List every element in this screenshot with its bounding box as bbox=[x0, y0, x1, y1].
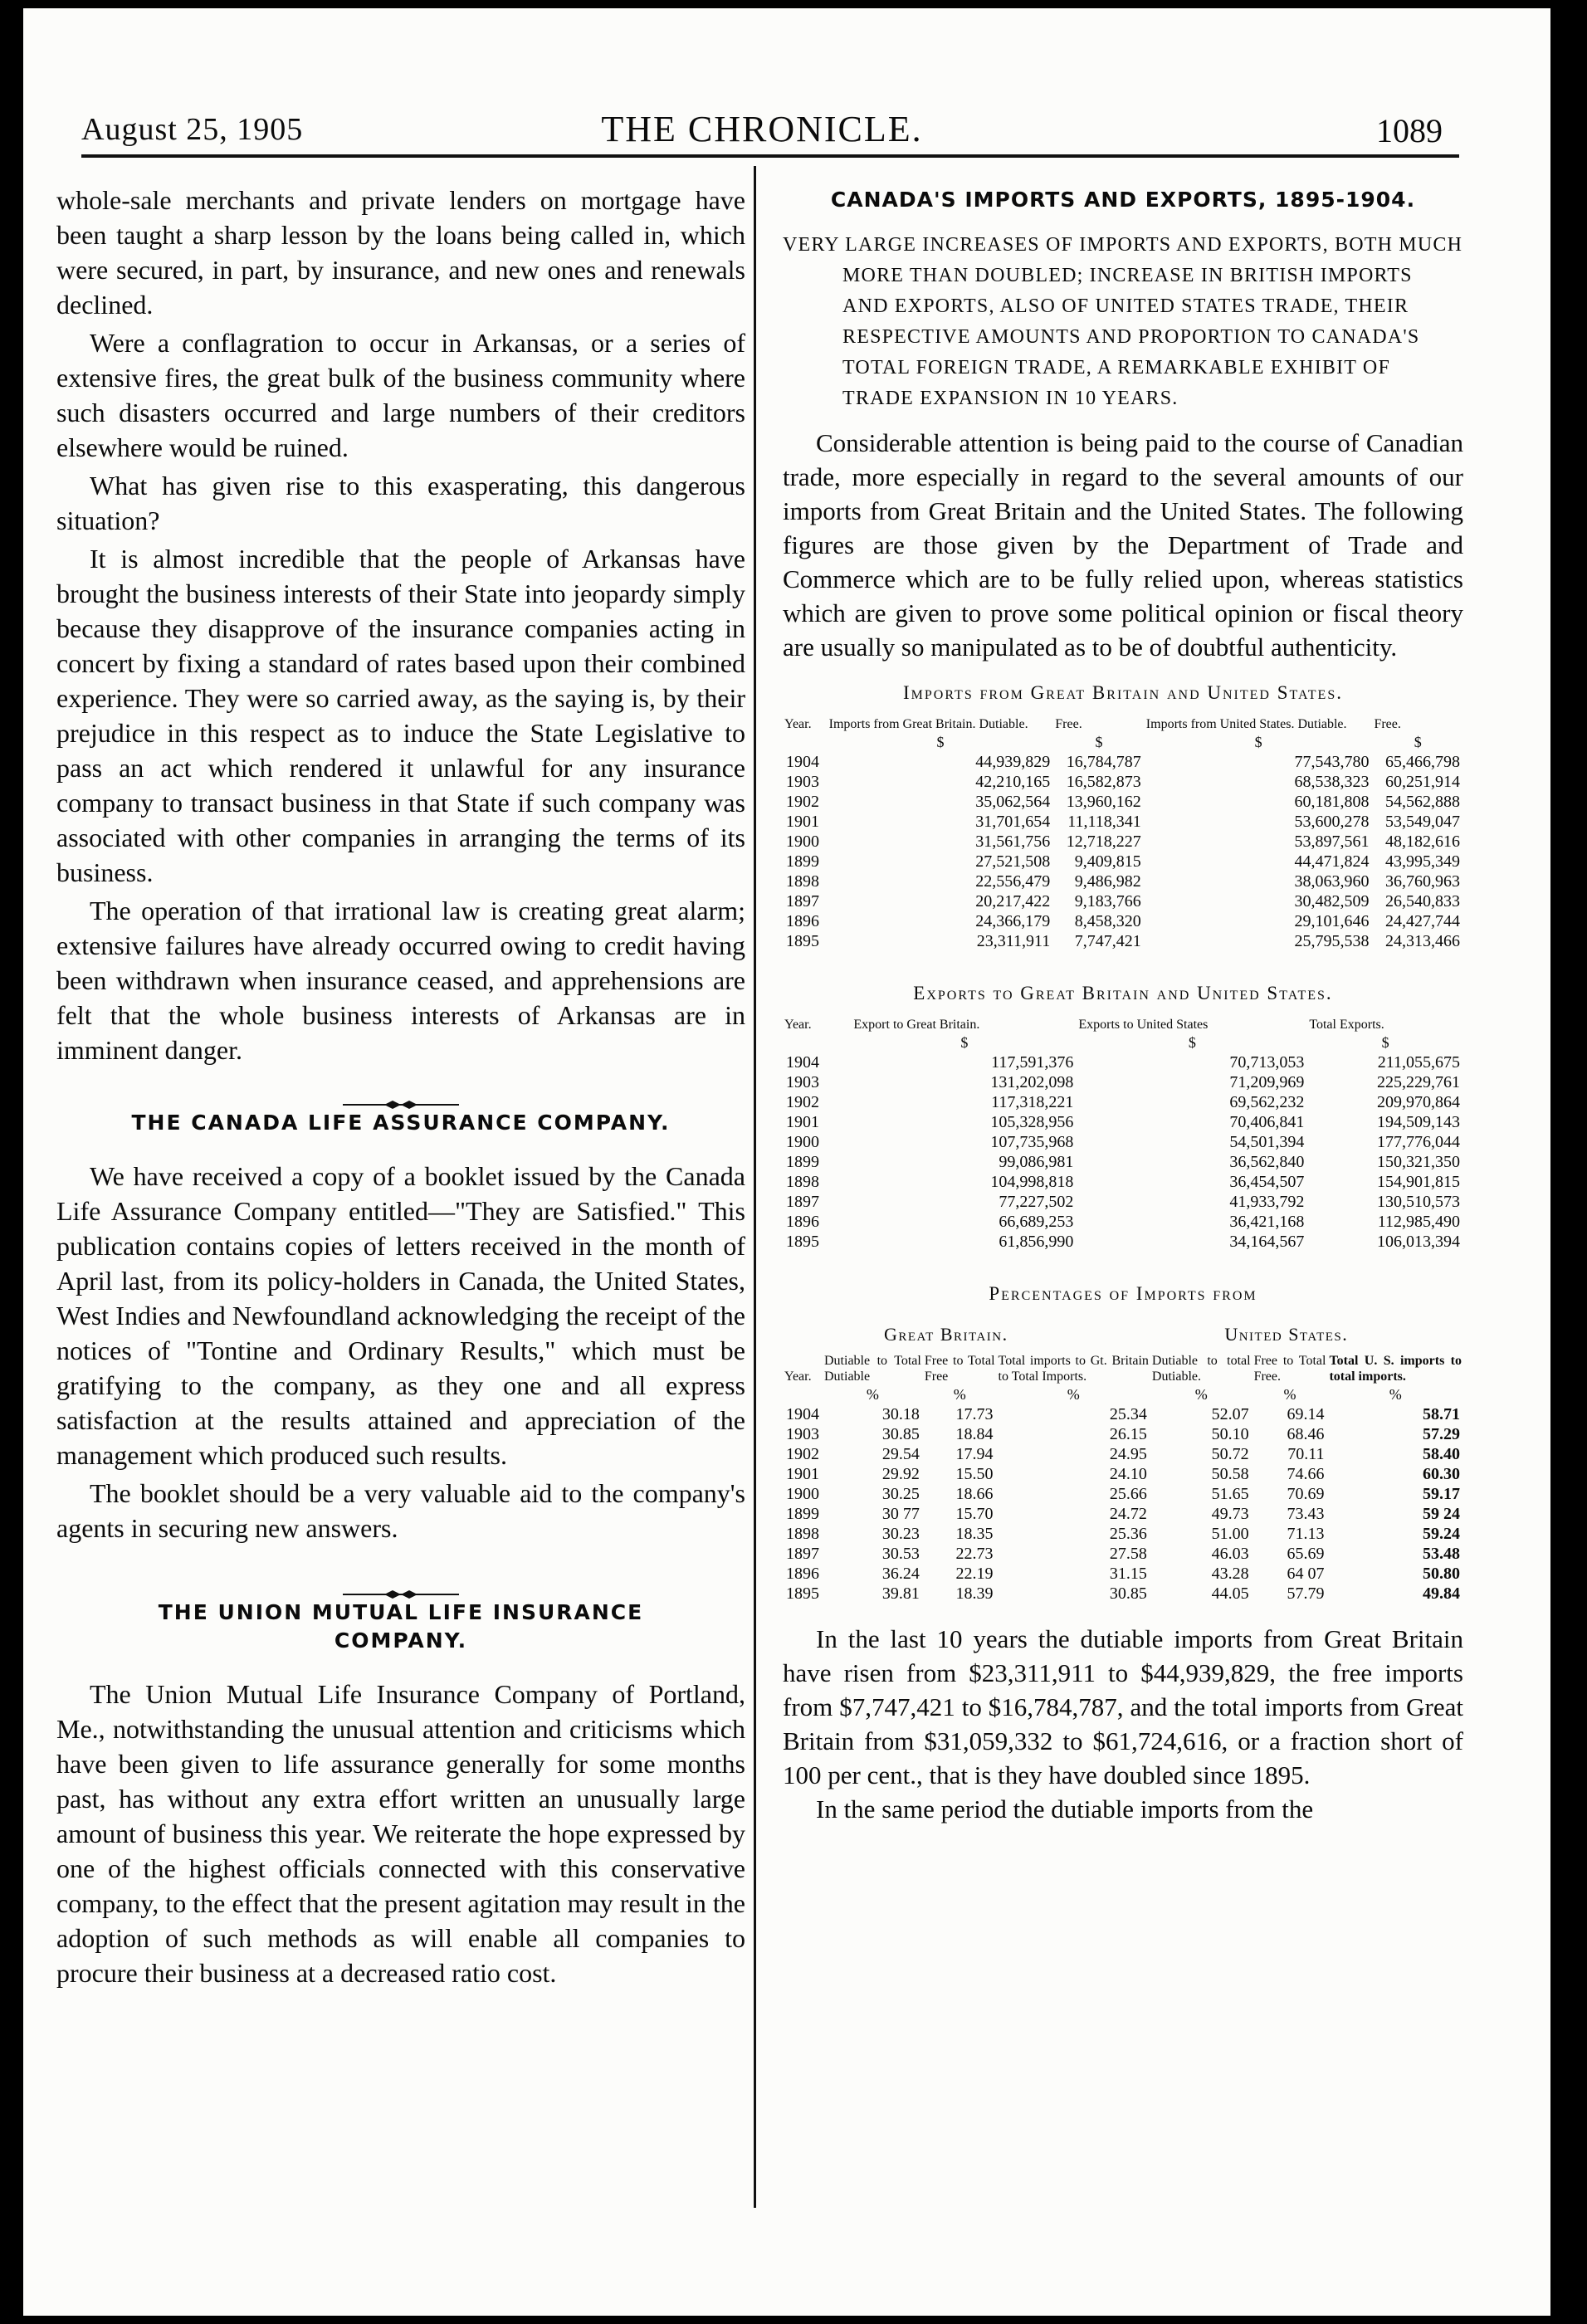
year-cell: 1896 bbox=[786, 1565, 819, 1583]
value-cell: 22.19 bbox=[955, 1565, 994, 1583]
value-cell: 73.43 bbox=[1287, 1505, 1325, 1523]
unit-row bbox=[783, 1384, 1463, 1404]
table-caption-percentages: Percentages of Imports from bbox=[989, 1283, 1257, 1304]
table-row bbox=[783, 872, 1463, 891]
value-cell: 9,409,815 bbox=[1074, 852, 1141, 871]
left-column bbox=[56, 183, 745, 1994]
table-row bbox=[783, 1232, 1463, 1252]
value-cell: 24.95 bbox=[1109, 1445, 1147, 1463]
unit-cell: % bbox=[866, 1386, 879, 1403]
unit-cell: $ bbox=[1188, 1034, 1196, 1051]
header-rule bbox=[81, 154, 1459, 158]
table-row bbox=[783, 1132, 1463, 1152]
paragraph: The operation of that irrational law is creating great alarm; extensive failures have already occurred owing to credit having been withdrawn when insurance ceased, and apprehensions are felt that the whole business interests of Arkansas are in imminent danger. bbox=[56, 896, 745, 1065]
table-row bbox=[783, 1092, 1463, 1112]
value-cell: 48,182,616 bbox=[1385, 832, 1460, 851]
paragraph: What has given rise to this exasperating, this dangerous situation? bbox=[56, 471, 745, 535]
value-cell: 30.18 bbox=[881, 1405, 920, 1423]
value-cell: 30,482,509 bbox=[1294, 892, 1370, 911]
table-row bbox=[783, 911, 1463, 931]
empty-cell bbox=[783, 732, 828, 752]
table-row bbox=[783, 1152, 1463, 1172]
year-cell: 1899 bbox=[786, 1153, 819, 1171]
value-cell: 30.23 bbox=[881, 1525, 920, 1543]
column-header: Total Exports. bbox=[1309, 1018, 1384, 1032]
table-row bbox=[783, 931, 1463, 951]
value-cell: 9,486,982 bbox=[1074, 872, 1141, 891]
value-cell: 52.07 bbox=[1211, 1405, 1249, 1423]
unit-cell: % bbox=[953, 1386, 966, 1403]
value-cell: 16,784,787 bbox=[1066, 753, 1141, 771]
table-row bbox=[783, 891, 1463, 911]
year-cell: 1902 bbox=[786, 793, 819, 811]
year-cell: 1903 bbox=[786, 1073, 819, 1091]
value-cell: 53,549,047 bbox=[1385, 813, 1460, 831]
table-row bbox=[783, 792, 1463, 812]
value-cell: 36,562,840 bbox=[1229, 1153, 1305, 1171]
column-divider bbox=[754, 166, 756, 2208]
value-cell: 131,202,098 bbox=[990, 1073, 1074, 1091]
year-cell: 1895 bbox=[786, 1584, 819, 1603]
paragraph: The booklet should be a very valuable aid to the company's agents in securing new answers. bbox=[56, 1478, 745, 1543]
year-cell: 1904 bbox=[786, 753, 819, 771]
value-cell: 50.10 bbox=[1211, 1425, 1249, 1443]
value-cell: 18.39 bbox=[955, 1584, 994, 1603]
value-cell: 117,591,376 bbox=[991, 1053, 1074, 1072]
issue-date: August 25, 1905 bbox=[81, 112, 304, 147]
right-column bbox=[783, 183, 1463, 1826]
value-cell: 25.34 bbox=[1109, 1405, 1147, 1423]
value-cell: 31,561,756 bbox=[975, 832, 1051, 851]
value-cell: 35,062,564 bbox=[975, 793, 1051, 811]
column-header: Free to Total Free. bbox=[1253, 1354, 1326, 1384]
value-cell: 53,600,278 bbox=[1294, 813, 1370, 831]
value-cell: 17.94 bbox=[955, 1445, 994, 1463]
year-cell: 1896 bbox=[786, 912, 819, 930]
year-cell: 1901 bbox=[786, 1113, 819, 1131]
percentages-group-headings bbox=[783, 1317, 1463, 1351]
value-cell: 43.28 bbox=[1211, 1565, 1249, 1583]
year-cell: 1902 bbox=[786, 1093, 819, 1111]
value-cell: 54,501,394 bbox=[1229, 1133, 1305, 1151]
group-heading-united-states: United States. bbox=[1224, 1324, 1349, 1345]
value-cell: 57.79 bbox=[1287, 1584, 1325, 1603]
article-title: CANADA'S IMPORTS AND EXPORTS, 1895-1904. bbox=[830, 188, 1416, 212]
table-row bbox=[783, 1524, 1463, 1544]
value-cell: 77,227,502 bbox=[999, 1193, 1074, 1211]
masthead-title: THE CHRONICLE. bbox=[601, 109, 923, 149]
year-cell: 1904 bbox=[786, 1405, 819, 1423]
value-cell: 16,582,873 bbox=[1066, 773, 1141, 791]
value-cell: 70,713,053 bbox=[1229, 1053, 1305, 1072]
column-header: Imports from United States. Dutiable. bbox=[1145, 717, 1347, 731]
value-cell: 106,013,394 bbox=[1377, 1233, 1460, 1251]
value-cell: 29.92 bbox=[881, 1465, 920, 1483]
value-cell: 22.73 bbox=[955, 1545, 994, 1563]
paragraph: In the same period the dutiable imports from the bbox=[816, 1794, 1314, 1824]
unit-cell: $ bbox=[960, 1034, 969, 1051]
table-row bbox=[783, 1172, 1463, 1192]
year-cell: 1897 bbox=[786, 1193, 819, 1211]
value-cell: 65,466,798 bbox=[1385, 753, 1460, 771]
value-cell: 60,181,808 bbox=[1294, 793, 1370, 811]
year-cell: 1902 bbox=[786, 1445, 819, 1463]
column-header: Exports to United States bbox=[1078, 1018, 1209, 1032]
value-cell: 51.65 bbox=[1211, 1485, 1249, 1503]
ornament-divider bbox=[56, 1084, 745, 1101]
value-cell: 65.69 bbox=[1287, 1545, 1325, 1563]
value-cell: 30 77 bbox=[881, 1505, 920, 1523]
value-cell: 70.69 bbox=[1287, 1485, 1325, 1503]
table-row bbox=[783, 1424, 1463, 1444]
table-row bbox=[783, 1464, 1463, 1484]
value-cell: 31,701,654 bbox=[975, 813, 1051, 831]
value-cell: 36,421,168 bbox=[1229, 1213, 1305, 1231]
year-cell: 1903 bbox=[786, 773, 819, 791]
value-cell: 70.11 bbox=[1287, 1445, 1325, 1463]
value-cell: 27,521,508 bbox=[975, 852, 1051, 871]
column-header: Total imports to Gt. Britain to Total Imports. bbox=[998, 1354, 1149, 1384]
value-cell: 7,747,421 bbox=[1074, 932, 1141, 950]
table-row bbox=[783, 852, 1463, 872]
value-cell: 15.50 bbox=[955, 1465, 994, 1483]
exports-table bbox=[783, 1017, 1463, 1252]
unit-cell: $ bbox=[1381, 1034, 1389, 1051]
value-cell: 64 07 bbox=[1287, 1565, 1325, 1583]
ornament-divider bbox=[56, 1574, 745, 1590]
unit-cell: $ bbox=[1095, 734, 1103, 750]
table-row bbox=[783, 1544, 1463, 1564]
unit-cell: $ bbox=[1414, 734, 1422, 750]
column-header: Year. bbox=[784, 1018, 812, 1032]
value-cell: 99,086,981 bbox=[999, 1153, 1074, 1171]
unit-cell: % bbox=[1283, 1386, 1296, 1403]
value-cell: 130,510,573 bbox=[1377, 1193, 1460, 1211]
value-cell: 112,985,490 bbox=[1377, 1213, 1460, 1231]
value-cell: 34,164,567 bbox=[1229, 1233, 1305, 1251]
year-cell: 1901 bbox=[786, 813, 819, 831]
value-cell: 60.30 bbox=[1423, 1465, 1460, 1483]
value-cell: 20,217,422 bbox=[975, 892, 1051, 911]
value-cell: 27.58 bbox=[1109, 1545, 1147, 1563]
section-heading: THE CANADA LIFE ASSURANCE COMPANY. bbox=[131, 1111, 671, 1135]
column-header: Free. bbox=[1374, 717, 1401, 731]
value-cell: 59 24 bbox=[1423, 1505, 1460, 1523]
value-cell: 71,209,969 bbox=[1229, 1073, 1305, 1091]
unit-cell: % bbox=[1067, 1386, 1080, 1403]
empty-cell bbox=[783, 1384, 823, 1404]
value-cell: 150,321,350 bbox=[1377, 1153, 1460, 1171]
unit-cell: % bbox=[1194, 1386, 1208, 1403]
year-cell: 1898 bbox=[786, 1173, 819, 1191]
year-cell: 1900 bbox=[786, 832, 819, 851]
imports-table bbox=[783, 716, 1463, 951]
value-cell: 68,538,323 bbox=[1294, 773, 1370, 791]
value-cell: 58.40 bbox=[1423, 1445, 1460, 1463]
article-deck: VERY LARGE INCREASES OF IMPORTS AND EXPORTS, BOTH MUCH MORE THAN DOUBLED; INCREASE IN BRITISH IMPORTS AND EXPORTS, ALSO OF UNITED STATES TRADE, THEIR RESPECTIVE AMOUNTS AND PROPORTION TO CANADA'S TOTAL FOREIGN TRADE, A REMARKABLE EXHIBIT OF TRADE EXPANSION IN 10 YEARS. bbox=[783, 234, 1463, 409]
value-cell: 41,933,792 bbox=[1229, 1193, 1305, 1211]
year-cell: 1903 bbox=[786, 1425, 819, 1443]
year-cell: 1898 bbox=[786, 1525, 819, 1543]
table-row bbox=[783, 1072, 1463, 1092]
page-number: 1089 bbox=[1376, 112, 1443, 149]
year-cell: 1897 bbox=[786, 892, 819, 911]
value-cell: 18.35 bbox=[955, 1525, 994, 1543]
table-row bbox=[783, 1584, 1463, 1604]
value-cell: 29.54 bbox=[881, 1445, 920, 1463]
value-cell: 60,251,914 bbox=[1385, 773, 1460, 791]
year-cell: 1899 bbox=[786, 1505, 819, 1523]
value-cell: 30.85 bbox=[881, 1425, 920, 1443]
column-header: Year. bbox=[784, 1370, 812, 1384]
paragraph: Considerable attention is being paid to the course of Canadian trade, more especially in regard to the several amounts of our imports from Great Britain and the United States. The following figures are those given by the Department of Trade and Commerce which are to be fully relied upon, whereas statistics which are given to prove some political opinion or fiscal theory are usually so manipulated as to be of doubtful authenticity. bbox=[783, 428, 1463, 662]
value-cell: 44,939,829 bbox=[975, 753, 1051, 771]
value-cell: 24,427,744 bbox=[1385, 912, 1460, 930]
value-cell: 70,406,841 bbox=[1229, 1113, 1305, 1131]
value-cell: 59.24 bbox=[1423, 1525, 1460, 1543]
value-cell: 194,509,143 bbox=[1377, 1113, 1460, 1131]
percentages-table bbox=[783, 1353, 1463, 1604]
column-header: Dutiable to Total Dutiable bbox=[824, 1354, 921, 1384]
unit-cell: $ bbox=[1254, 734, 1262, 750]
table-row bbox=[783, 1212, 1463, 1232]
value-cell: 30.53 bbox=[881, 1545, 920, 1563]
table-row bbox=[783, 1404, 1463, 1424]
table-row bbox=[783, 1112, 1463, 1132]
value-cell: 57.29 bbox=[1423, 1425, 1460, 1443]
paragraph: In the last 10 years the dutiable imports from Great Britain have risen from $23,311,911 to $44,939,829, the free imports from $7,747,421 to $16,784,787, and the total imports from Great Britain from $31,059,332 to $61,724,616, or a fraction short of 100 per cent., that is they have doubled since 1895. bbox=[783, 1624, 1463, 1789]
table-row bbox=[783, 1504, 1463, 1524]
value-cell: 23,311,911 bbox=[976, 932, 1051, 950]
value-cell: 31.15 bbox=[1109, 1565, 1147, 1583]
year-cell: 1900 bbox=[786, 1485, 819, 1503]
table-row bbox=[783, 1192, 1463, 1212]
value-cell: 24,313,466 bbox=[1385, 932, 1460, 950]
table-row bbox=[783, 772, 1463, 792]
value-cell: 51.00 bbox=[1211, 1525, 1249, 1543]
paragraph: It is almost incredible that the people of Arkansas have brought the business interests of their State into jeopardy simply because they disapprove of the insurance companies acting in concert by fixing a standard of rates based upon their combined experience. They were so carried away, as the saying is, by their prejudice in this respect as to induce the State Legislative to pass an act which rendered it unlawful for any insurance company to transact business in that State if such company was associated with other companies in arranging the terms of its business. bbox=[56, 544, 745, 887]
paragraph: whole-sale merchants and private lenders on mortgage have been taught a sharp lesson by the loans being called in, which were secured, in part, by insurance, and new ones and renewals declined. bbox=[56, 185, 745, 320]
value-cell: 18.84 bbox=[955, 1425, 994, 1443]
value-cell: 44,471,824 bbox=[1294, 852, 1370, 871]
paragraph: The Union Mutual Life Insurance Company of Portland, Me., notwithstanding the unusual attention and criticisms which have been given to life assurance generally for some months past, has without any extra effort written an unusually large amount of business this year. We reiterate the hope expressed by one of the highest officials connected with this conservative company, to the effect that the present agitation may result in the adoption of such methods as will enable all companies to procure their business at a decreased ratio cost. bbox=[56, 1679, 745, 1988]
value-cell: 44.05 bbox=[1211, 1584, 1249, 1603]
value-cell: 26,540,833 bbox=[1385, 892, 1460, 911]
unit-cell: $ bbox=[936, 734, 945, 750]
value-cell: 38,063,960 bbox=[1294, 872, 1370, 891]
group-heading-great-britain: Great Britain. bbox=[883, 1324, 1008, 1345]
paragraph: Were a conflagration to occur in Arkansas, or a series of extensive fires, the great bulk of the business community where such disasters occurred and large numbers of their creditors elsewhere would be ruined. bbox=[56, 328, 745, 462]
value-cell: 53.48 bbox=[1423, 1545, 1460, 1563]
table-row bbox=[783, 1052, 1463, 1072]
value-cell: 24,366,179 bbox=[975, 912, 1051, 930]
value-cell: 36,454,507 bbox=[1229, 1173, 1305, 1191]
value-cell: 42,210,165 bbox=[975, 773, 1051, 791]
value-cell: 17.73 bbox=[955, 1405, 994, 1423]
column-header: Free. bbox=[1055, 717, 1082, 731]
value-cell: 22,556,479 bbox=[975, 872, 1051, 891]
value-cell: 39.81 bbox=[881, 1584, 920, 1603]
value-cell: 154,901,815 bbox=[1377, 1173, 1460, 1191]
empty-cell bbox=[783, 1033, 852, 1052]
table-row bbox=[783, 812, 1463, 832]
column-header: Imports from Great Britain. Dutiable. bbox=[828, 717, 1028, 731]
table-row bbox=[783, 1484, 1463, 1504]
column-header: Dutiable to total Dutiable. bbox=[1151, 1354, 1251, 1384]
value-cell: 25,795,538 bbox=[1294, 932, 1370, 950]
value-cell: 43,995,349 bbox=[1385, 852, 1460, 871]
unit-cell: % bbox=[1389, 1386, 1402, 1403]
value-cell: 74.66 bbox=[1287, 1465, 1325, 1483]
value-cell: 58.71 bbox=[1423, 1405, 1460, 1423]
year-cell: 1895 bbox=[786, 932, 819, 950]
value-cell: 24.72 bbox=[1109, 1505, 1147, 1523]
value-cell: 24.10 bbox=[1109, 1465, 1147, 1483]
year-cell: 1895 bbox=[786, 1233, 819, 1251]
value-cell: 50.80 bbox=[1423, 1565, 1460, 1583]
value-cell: 59.17 bbox=[1423, 1485, 1460, 1503]
column-header: Total U. S. imports to total imports. bbox=[1329, 1354, 1462, 1384]
year-cell: 1904 bbox=[786, 1053, 819, 1072]
table-caption-exports: Exports to Great Britain and United States. bbox=[913, 983, 1333, 1003]
page-header bbox=[81, 100, 1443, 149]
value-cell: 177,776,044 bbox=[1377, 1133, 1460, 1151]
value-cell: 77,543,780 bbox=[1294, 753, 1370, 771]
year-cell: 1901 bbox=[786, 1465, 819, 1483]
unit-row bbox=[783, 1033, 1463, 1052]
value-cell: 105,328,956 bbox=[990, 1113, 1074, 1131]
value-cell: 15.70 bbox=[955, 1505, 994, 1523]
table-caption-imports: Imports from Great Britain and United States. bbox=[903, 682, 1343, 703]
value-cell: 117,318,221 bbox=[991, 1093, 1074, 1111]
value-cell: 61,856,990 bbox=[999, 1233, 1074, 1251]
value-cell: 8,458,320 bbox=[1074, 912, 1141, 930]
value-cell: 69.14 bbox=[1287, 1405, 1325, 1423]
value-cell: 11,118,341 bbox=[1067, 813, 1141, 831]
value-cell: 69,562,232 bbox=[1229, 1093, 1305, 1111]
value-cell: 46.03 bbox=[1211, 1545, 1249, 1563]
year-cell: 1896 bbox=[786, 1213, 819, 1231]
year-cell: 1900 bbox=[786, 1133, 819, 1151]
value-cell: 53,897,561 bbox=[1294, 832, 1370, 851]
column-header: Free to Total Free bbox=[924, 1354, 995, 1384]
value-cell: 30.85 bbox=[1109, 1584, 1147, 1603]
value-cell: 25.66 bbox=[1109, 1485, 1147, 1503]
value-cell: 225,229,761 bbox=[1377, 1073, 1460, 1091]
value-cell: 36,760,963 bbox=[1385, 872, 1460, 891]
table-row bbox=[783, 752, 1463, 772]
unit-row bbox=[783, 732, 1463, 752]
value-cell: 49.73 bbox=[1211, 1505, 1249, 1523]
value-cell: 66,689,253 bbox=[999, 1213, 1074, 1231]
value-cell: 13,960,162 bbox=[1066, 793, 1141, 811]
value-cell: 50.72 bbox=[1211, 1445, 1249, 1463]
newspaper-page bbox=[23, 8, 1550, 2316]
table-row bbox=[783, 1564, 1463, 1584]
value-cell: 26.15 bbox=[1109, 1425, 1147, 1443]
year-cell: 1898 bbox=[786, 872, 819, 891]
year-cell: 1899 bbox=[786, 852, 819, 871]
column-header: Export to Great Britain. bbox=[853, 1018, 980, 1032]
table-row bbox=[783, 1444, 1463, 1464]
value-cell: 36.24 bbox=[881, 1565, 920, 1583]
value-cell: 107,735,968 bbox=[990, 1133, 1074, 1151]
value-cell: 68.46 bbox=[1287, 1425, 1325, 1443]
value-cell: 30.25 bbox=[881, 1485, 920, 1503]
value-cell: 9,183,766 bbox=[1074, 892, 1141, 911]
value-cell: 211,055,675 bbox=[1377, 1053, 1460, 1072]
value-cell: 49.84 bbox=[1423, 1584, 1460, 1603]
column-header: Year. bbox=[784, 717, 812, 731]
table-row bbox=[783, 832, 1463, 852]
value-cell: 29,101,646 bbox=[1294, 912, 1370, 930]
value-cell: 104,998,818 bbox=[990, 1173, 1074, 1191]
paragraph: We have received a copy of a booklet issued by the Canada Life Assurance Company entitled—"They are Satisfied." This publication contains copies of letters received in the month of April last, from its policy-holders in Canada, the United States, West Indies and Newfoundland acknowledging the receipt of the notices of "Tontine and Ordinary Results," which must be gratifying to the company, as they one and all express satisfaction at the results attained and appreciation of the management which produced such results. bbox=[56, 1161, 745, 1470]
value-cell: 209,970,864 bbox=[1377, 1093, 1460, 1111]
value-cell: 71.13 bbox=[1287, 1525, 1325, 1543]
section-heading: THE UNION MUTUAL LIFE INSURANCE COMPANY. bbox=[158, 1600, 644, 1653]
year-cell: 1897 bbox=[786, 1545, 819, 1563]
value-cell: 18.66 bbox=[955, 1485, 994, 1503]
value-cell: 12,718,227 bbox=[1066, 832, 1141, 851]
value-cell: 50.58 bbox=[1211, 1465, 1249, 1483]
value-cell: 25.36 bbox=[1109, 1525, 1147, 1543]
value-cell: 54,562,888 bbox=[1385, 793, 1460, 811]
